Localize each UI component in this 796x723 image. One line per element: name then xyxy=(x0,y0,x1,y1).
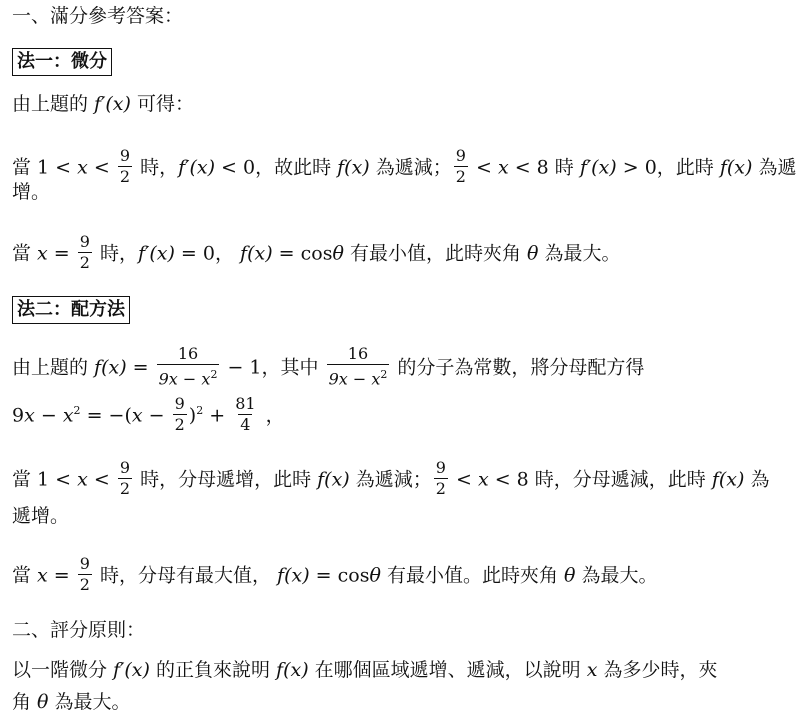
fraction-sixteen-over-denominator: $\frac{16}{9x - x^2}$ xyxy=(328,344,388,389)
fraction-nine-halves: $\frac{9}{2}$ xyxy=(79,554,90,594)
fraction-sixteen-over-denominator: $\frac{16}{9x - x^2}$ xyxy=(158,344,218,389)
method-two-line-4: 當 x = $\frac{9}{2}$ 時，分母有最大值， f(x) = cosθ 有最小值。此時夾角 θ 為最大。 xyxy=(12,554,658,594)
method-two-line-1: 由上題的 f(x) = $\frac{16}{9x - x^2}$ − 1，其中 $\frac{16}{9x - x^2}$ 的分子為常數，將分母配方得 xyxy=(12,344,645,389)
method-one-intro: 由上題的 f′(x) 可得： xyxy=(12,93,194,115)
fraction-nine-halves: $\frac{9}{2}$ xyxy=(174,394,185,434)
method-one-title: 法一：微分 xyxy=(12,48,112,76)
method-two-title: 法二：配方法 xyxy=(12,296,130,324)
grading-line-2: 角 θ 為最大。 xyxy=(12,691,131,713)
fraction-nine-halves: $\frac{9}{2}$ xyxy=(79,232,90,272)
fraction-nine-halves: $\frac{9}{2}$ xyxy=(455,146,466,186)
section-heading-grading: 二、評分原則： xyxy=(12,619,146,641)
section-heading-full-score: 一、滿分參考答案： xyxy=(12,5,184,27)
fraction-nine-halves: $\frac{9}{2}$ xyxy=(119,146,131,186)
method-two-line-3-cont: 遞增。 xyxy=(12,505,70,527)
method-two-line-3: 當 1 < x < $\frac{9}{2}$ 時，分母遞增，此時 f(x) 為遞減； $\frac{9}{2}$ < x < 8 時，分母遞減，此時 f(x) 為 xyxy=(12,458,770,498)
method-two-line-2: $9x - x^2 = -(x$ − $\frac{9}{2}$ )$^2$ + $\frac{81}{4}$ ， xyxy=(12,394,285,434)
fraction-nine-halves: $\frac{9}{2}$ xyxy=(435,458,446,498)
fraction-81-over-4: $\frac{81}{4}$ xyxy=(235,394,256,434)
grading-line-1: 以一階微分 f′(x) 的正負來說明 f(x) 在哪個區域遞增、遞減，以說明 x 為多少時，夾 xyxy=(12,659,718,681)
method-one-line-2: 當 x = $\frac{9}{2}$ 時，f′(x) = 0， f(x) = cosθ 有最小值，此時夾角 θ 為最大。 xyxy=(12,232,621,272)
method-one-line-1-cont: 增。 xyxy=(12,181,51,203)
method-one-line-1: 當 1 < x < $\frac{9}{2}$ 時，f′(x) < 0，故此時 f(x) 為遞減； $\frac{9}{2}$ < x < 8 時 f′(x) > 0，此時 f(x) 為遞 xyxy=(12,146,796,186)
fraction-nine-halves: $\frac{9}{2}$ xyxy=(119,458,131,498)
